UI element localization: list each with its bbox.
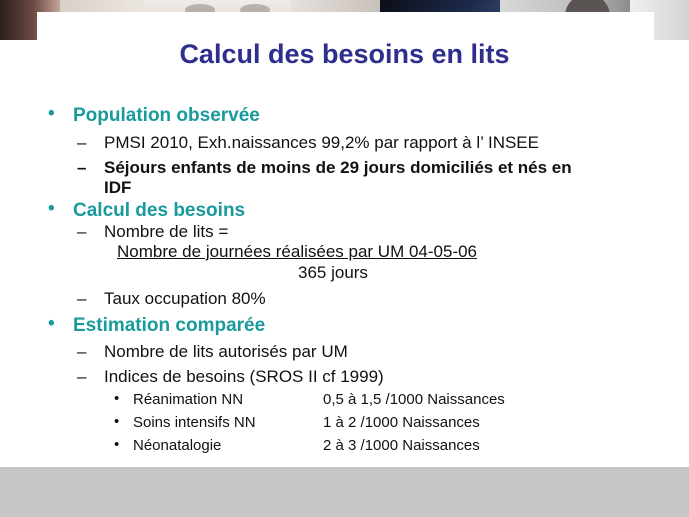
sub-item-text: Taux occupation 80% [104,289,266,308]
sub-item-indices-de-besoins [77,367,384,387]
bullet-marker: • [48,198,55,219]
index-row-soins-intensifs [114,413,480,431]
sub-item-sejours [77,158,572,178]
index-name: Réanimation NN [133,391,244,408]
sub-item-text: Séjours enfants de moins de 29 jours domiciliés et nés en [104,158,572,177]
dash-marker: – [77,367,87,386]
sub-item-sejours-continued [104,178,131,198]
sub-item-text: Nombre de lits = [104,222,229,241]
sub-item-text: Nombre de lits autorisés par UM [104,342,348,361]
formula-numerator: Nombre de journées réalisées par UM 04-05-06 [117,242,478,261]
formula-denominator: 365 jours [298,263,368,282]
dash-marker: – [77,342,87,361]
bullet-marker: • [114,436,120,453]
index-value: 2 à 3 /1000 Naissances [323,437,480,454]
index-name: Néonatalogie [133,437,222,454]
sub-item-nombre-de-lits [77,222,229,242]
sub-item-taux-occupation [77,289,266,309]
bullet-population-observee [48,103,260,127]
index-value: 0,5 à 1,5 /1000 Naissances [323,391,505,408]
dash-marker: – [77,289,87,308]
dash-marker: – [77,158,87,177]
dash-marker: – [77,222,87,241]
bullet-calcul-des-besoins [48,198,246,222]
index-value: 1 à 2 /1000 Naissances [323,414,480,431]
sub-item-text: IDF [104,178,132,197]
sub-item-text: Indices de besoins (SROS II cf 1999) [104,367,384,386]
index-name: Soins intensifs NN [133,414,256,431]
bullet-marker: • [48,103,55,124]
bullet-marker: • [114,413,120,430]
bullet-label: Estimation comparée [73,315,266,336]
bottom-band [0,467,689,517]
bullet-label: Population observée [73,105,260,126]
sub-item-lits-autorises [77,342,348,362]
bullet-label: Calcul des besoins [73,200,246,221]
index-row-neonatalogie [114,436,480,454]
bullet-marker: • [114,390,120,407]
bullet-estimation-comparee [48,313,266,337]
bullet-marker: • [48,313,55,334]
index-row-reanimation [114,390,505,408]
sub-item-pmsi [77,133,539,153]
slide-title: Calcul des besoins en lits [179,39,510,69]
sub-item-text: PMSI 2010, Exh.naissances 99,2% par rapport à l’ INSEE [104,133,539,152]
dash-marker: – [77,133,87,152]
